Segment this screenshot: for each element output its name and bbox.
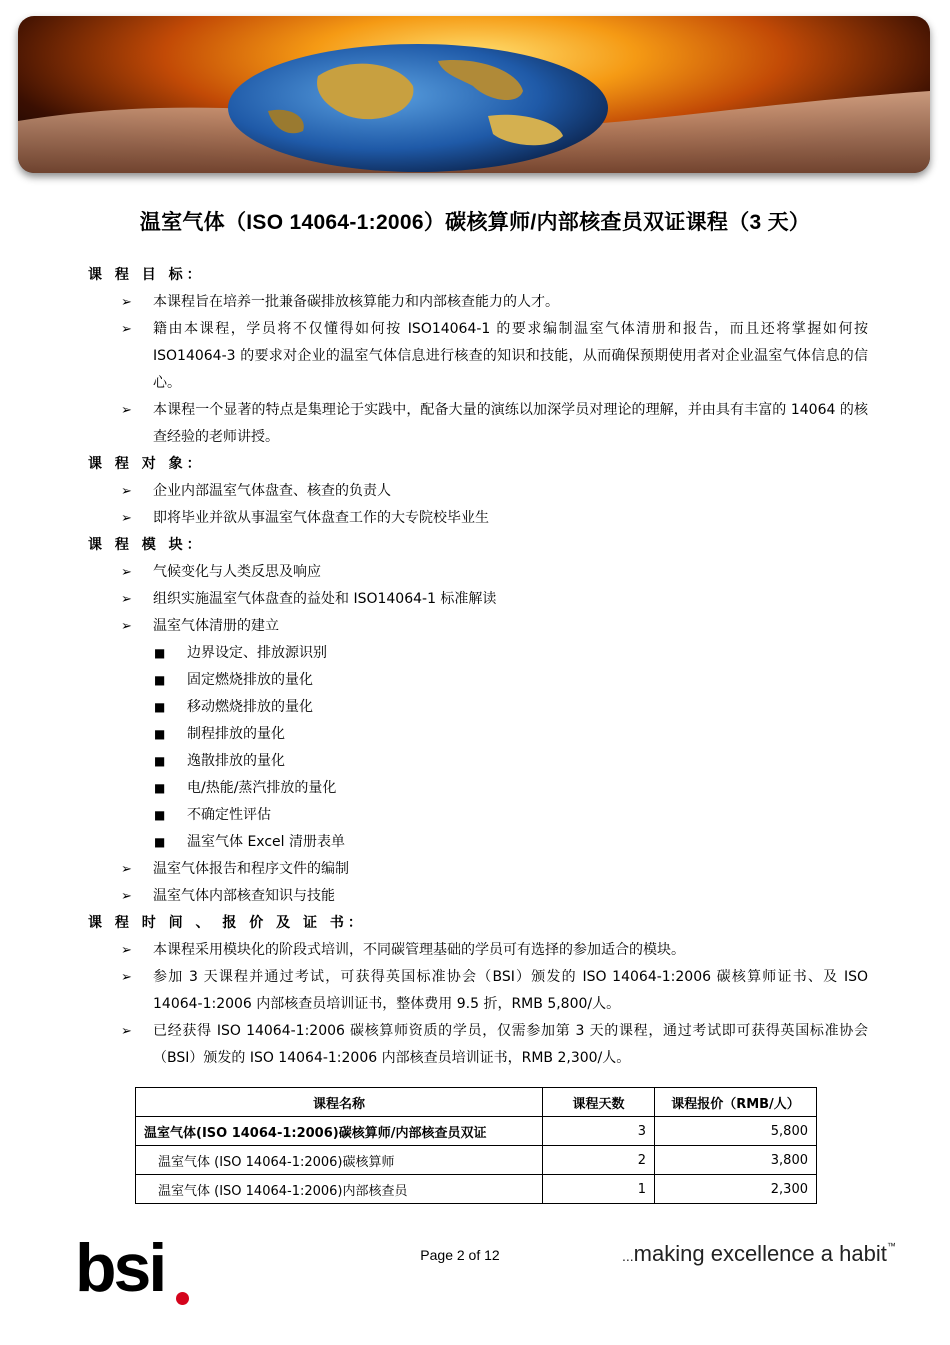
square-bullet-icon: ■ [154,727,166,741]
arrow-bullet-icon: ➢ [121,484,132,499]
document-title: 温室气体（ISO 14064-1:2006）碳核算师/内部核查员双证课程（3 天） [139,211,811,234]
square-bullet-icon: ■ [154,754,166,768]
list-item: ➢ 本课程采用模块化的阶段式培训，不同碳管理基础的学员可有选择的参加适合的模块。 [88,937,868,964]
slogan-text: making excellence a habit [633,1241,887,1266]
square-bullet-icon: ■ [154,646,166,660]
course-days-cell: 2 [543,1146,655,1175]
arrow-bullet-icon: ➢ [121,862,132,877]
slogan-dots: ... [622,1248,634,1264]
bsi-logo-dot-icon [176,1292,189,1305]
sub-list-item: ■ 不确定性评估 [88,802,868,829]
list-item: ➢ 温室气体内部核查知识与技能 [88,883,868,910]
course-price-cell: 2,300 [655,1175,817,1204]
section-heading-audience: 课 程 对 象： [88,456,205,472]
column-header-course-name: 课程名称 [136,1088,543,1117]
course-days-cell: 3 [543,1117,655,1146]
column-header-days: 课程天数 [543,1088,655,1117]
sub-list-item: ■ 边界设定、排放源识别 [88,640,868,667]
slogan [622,1241,896,1267]
header-banner-image [18,16,930,173]
course-name-cell: 温室气体(ISO 14064-1:2006)碳核算师/内部核查员双证 [136,1117,543,1146]
course-days-cell: 1 [543,1175,655,1204]
arrow-bullet-icon: ➢ [121,565,132,580]
list-item: ➢ 籍由本课程，学员将不仅懂得如何按 ISO14064-1 的要求编制温室气体清册和报告，而且还将掌握如何按 ISO14064-3 的要求对企业的温室气体信息进行核查的知识和技能，从而确保预期使用者对企业温室气体信息的信心。 [88,316,868,397]
course-name-cell: 温室气体 (ISO 14064-1:2006)碳核算师 [136,1146,543,1175]
list-item: ➢ 本课程旨在培养一批兼备碳排放核算能力和内部核查能力的人才。 [88,289,868,316]
column-header-price: 课程报价（RMB/人） [655,1088,817,1117]
course-price-cell: 5,800 [655,1117,817,1146]
list-item: ➢ 组织实施温室气体盘查的益处和 ISO14064-1 标准解读 [88,586,868,613]
square-bullet-icon: ■ [154,808,166,822]
bsi-logo: bsi [75,1230,165,1306]
course-name-cell: 温室气体 (ISO 14064-1:2006)内部核查员 [136,1175,543,1204]
section-heading-goals: 课 程 目 标： [88,267,205,283]
table-header-row [136,1088,817,1117]
arrow-bullet-icon: ➢ [121,1024,132,1039]
list-item: ➢ 温室气体报告和程序文件的编制 [88,856,868,883]
table-row [136,1146,817,1175]
section-heading-modules: 课 程 模 块： [88,537,205,553]
square-bullet-icon: ■ [154,835,166,849]
sub-list-item: ■ 制程排放的量化 [88,721,868,748]
arrow-bullet-icon: ➢ [121,970,132,985]
list-item: ➢ 即将毕业并欲从事温室气体盘查工作的大专院校毕业生 [88,505,868,532]
section-heading-schedule: 课 程 时 间 、 报 价 及 证 书： [88,915,366,931]
list-item: ➢ 气候变化与人类反思及响应 [88,559,868,586]
page-number: Page 2 of 12 [420,1247,500,1263]
course-price-cell: 3,800 [655,1146,817,1175]
square-bullet-icon: ■ [154,700,166,714]
arrow-bullet-icon: ➢ [121,403,132,418]
arrow-bullet-icon: ➢ [121,889,132,904]
sub-list-item: ■ 逸散排放的量化 [88,748,868,775]
course-content [88,262,868,1072]
square-bullet-icon: ■ [154,781,166,795]
list-item: ➢ 企业内部温室气体盘查、核查的负责人 [88,478,868,505]
price-table [135,1087,817,1204]
earth-in-hand-illustration [18,16,930,173]
arrow-bullet-icon: ➢ [121,592,132,607]
arrow-bullet-icon: ➢ [121,943,132,958]
trademark-mark: ™ [886,1241,896,1251]
sub-list-item: ■ 温室气体 Excel 清册表单 [88,829,868,856]
list-item: ➢ 已经获得 ISO 14064-1:2006 碳核算师资质的学员，仅需参加第 3 天的课程，通过考试即可获得英国标准协会（BSI）颁发的 ISO 14064-1:2006 内部核查员培训证书，RMB 2,300/人。 [88,1018,868,1072]
arrow-bullet-icon: ➢ [121,295,132,310]
sub-list-item: ■ 电/热能/蒸汽排放的量化 [88,775,868,802]
sub-list-item: ■ 移动燃烧排放的量化 [88,694,868,721]
arrow-bullet-icon: ➢ [121,322,132,337]
square-bullet-icon: ■ [154,673,166,687]
table-row [136,1117,817,1146]
arrow-bullet-icon: ➢ [121,619,132,634]
sub-list-item: ■ 固定燃烧排放的量化 [88,667,868,694]
list-item: ➢ 参加 3 天课程并通过考试，可获得英国标准协会（BSI）颁发的 ISO 14064-1:2006 碳核算师证书、及 ISO 14064-1:2006 内部核查员培训证书，整体费用 9.5 折，RMB 5,800/人。 [88,964,868,1018]
table-row [136,1175,817,1204]
arrow-bullet-icon: ➢ [121,511,132,526]
list-item: ➢ 本课程一个显著的特点是集理论于实践中，配备大量的演练以加深学员对理论的理解，并由具有丰富的 14064 的核查经验的老师讲授。 [88,397,868,451]
list-item: ➢ 温室气体清册的建立 [88,613,868,640]
